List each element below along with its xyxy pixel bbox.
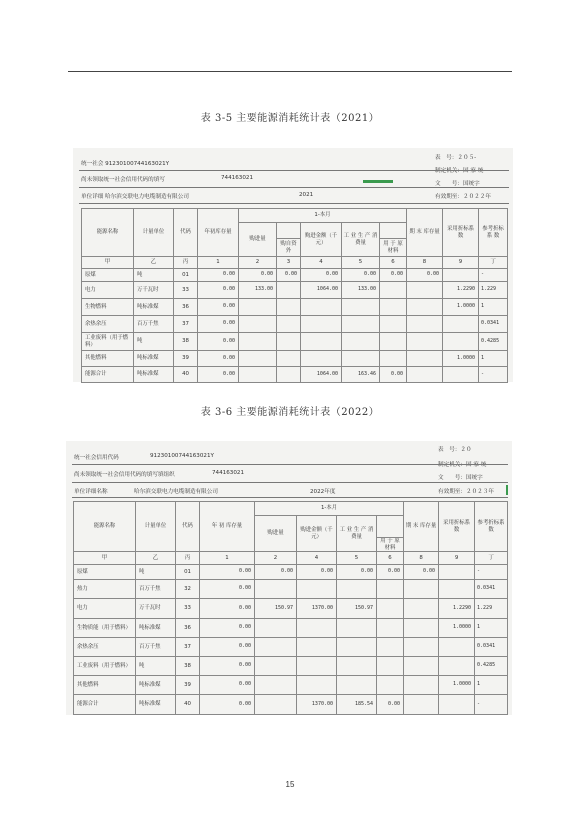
industrial-consumption: [342, 333, 380, 351]
table-row: [82, 316, 508, 333]
energy-name: 余热余压: [82, 316, 134, 333]
industrial-consumption: [337, 676, 377, 695]
table-row: [74, 599, 508, 619]
purchase: 0.00: [255, 565, 297, 580]
unit: 吨标准煤: [134, 351, 174, 367]
purchase-amount: [297, 580, 337, 599]
document-number: 文 号：国统字: [435, 181, 480, 187]
unit: 吨: [136, 657, 176, 676]
closing-stock: [404, 580, 439, 599]
closing-stock: [407, 351, 443, 367]
opening-stock: 0.00: [198, 269, 239, 282]
col-header-purchase: 购进量: [255, 516, 297, 552]
purchase-amount: [297, 619, 337, 638]
purchase-amount: 1064.00: [301, 282, 342, 299]
purchase: [239, 367, 277, 383]
col-header-spacer: [380, 223, 407, 239]
purchase-amount: 0.00: [301, 269, 342, 282]
raw-material: [380, 351, 407, 367]
energy-name: 电力: [74, 599, 136, 619]
issuing-authority: 制定机关：国 家 统: [435, 168, 484, 174]
code: 40: [176, 695, 200, 715]
col-num: 9: [443, 257, 479, 269]
self-purchase: [277, 282, 301, 299]
coefficient: 1.0000: [443, 351, 479, 367]
raw-material: [380, 333, 407, 351]
header-divider: [79, 170, 509, 171]
raw-material: [377, 638, 404, 657]
table-row: [74, 695, 508, 715]
raw-material: [377, 619, 404, 638]
col-header-spacer: [277, 223, 301, 239]
valid-until: 有效期至：２０２２年: [435, 194, 491, 200]
energy-table-2022: [73, 501, 508, 715]
purchase-amount: [301, 351, 342, 367]
unit-name: 哈尔滨交联电力电缆制造有限公司: [134, 489, 218, 495]
raw-material: [377, 580, 404, 599]
industrial-consumption: 150.97: [337, 599, 377, 619]
table-row: [82, 269, 508, 282]
col-num: 1: [200, 552, 255, 565]
unit: 吨标准煤: [136, 676, 176, 695]
closing-stock: 0.00: [407, 269, 443, 282]
coefficient: 1.0000: [439, 619, 475, 638]
coefficient: 1.2290: [439, 599, 475, 619]
reference-coefficient: 0.0341: [475, 580, 508, 599]
purchase-amount: 1370.00: [297, 695, 337, 715]
coefficient: 1.0000: [443, 299, 479, 316]
col-num: 丁: [479, 257, 508, 269]
raw-material: [377, 676, 404, 695]
energy-name: 原煤: [82, 269, 134, 282]
highlight-mark: [363, 180, 393, 183]
table-caption-2021: 表 3-5 主要能源消耗统计表（2021）: [200, 113, 380, 124]
industrial-consumption: [342, 351, 380, 367]
col-num: 甲: [82, 257, 134, 269]
unit: 吨标准煤: [136, 619, 176, 638]
purchase-amount: [301, 299, 342, 316]
col-num: 8: [407, 257, 443, 269]
purchase-amount: 1064.00: [301, 367, 342, 383]
closing-stock: 0.00: [404, 565, 439, 580]
closing-stock: [407, 316, 443, 333]
highlight-mark: [506, 485, 508, 495]
purchase: 0.00: [239, 269, 277, 282]
purchase: [255, 619, 297, 638]
reference-coefficient: -: [479, 269, 508, 282]
col-num: 5: [342, 257, 380, 269]
org-code-label: 尚未领取统一社会信用代码的填写填组织: [74, 472, 175, 478]
reference-coefficient: -: [475, 695, 508, 715]
col-header-energy-name: 能源名称: [82, 209, 134, 257]
purchase: [255, 695, 297, 715]
col-header-unit: 计量单位: [136, 502, 176, 552]
col-num: 3: [277, 257, 301, 269]
reference-coefficient: 1.229: [479, 282, 508, 299]
issuing-authority: 制定机关：国 家 统: [438, 462, 487, 468]
code: 01: [174, 269, 198, 282]
raw-material: [377, 599, 404, 619]
reference-coefficient: 0.4285: [479, 333, 508, 351]
closing-stock: [407, 367, 443, 383]
industrial-consumption: [342, 316, 380, 333]
energy-name: 余热余压: [74, 638, 136, 657]
code: 36: [176, 619, 200, 638]
closing-stock: [404, 599, 439, 619]
closing-stock: [404, 657, 439, 676]
industrial-consumption: 0.00: [337, 565, 377, 580]
unit: 万千瓦时: [134, 282, 174, 299]
column-number-row: [74, 552, 508, 565]
col-num: 乙: [134, 257, 174, 269]
col-header-period: 1-本月: [255, 502, 404, 516]
closing-stock: [404, 638, 439, 657]
col-header-reference-coefficient: 参考折标系 数: [475, 502, 508, 552]
opening-stock: 0.00: [200, 638, 255, 657]
closing-stock: [407, 333, 443, 351]
col-header-purchase: 购进量: [239, 223, 277, 257]
table-row: [82, 333, 508, 351]
unit-name: 哈尔滨交联电力电缆制造有限公司: [105, 194, 189, 200]
opening-stock: 0.00: [200, 565, 255, 580]
unit: 百万千焦: [136, 580, 176, 599]
code: 40: [174, 367, 198, 383]
col-num: 2: [255, 552, 297, 565]
self-purchase: 0.00: [277, 269, 301, 282]
reference-coefficient: -: [475, 565, 508, 580]
form-number: 表 号：２０: [438, 447, 472, 453]
col-header-closing-stock: 期 末 库存量: [404, 502, 439, 552]
col-header-industrial-consumption: 工 业 生 产 消费量: [342, 223, 380, 257]
table-row: [82, 299, 508, 316]
industrial-consumption: [337, 657, 377, 676]
industrial-consumption: [342, 299, 380, 316]
col-header-energy-name: 能源名称: [74, 502, 136, 552]
col-num: 甲: [74, 552, 136, 565]
raw-material: 0.00: [377, 695, 404, 715]
purchase: 150.97: [255, 599, 297, 619]
opening-stock: 0.00: [198, 299, 239, 316]
purchase-amount: [297, 638, 337, 657]
self-purchase: [277, 367, 301, 383]
opening-stock: 0.00: [200, 676, 255, 695]
industrial-consumption: [337, 619, 377, 638]
unit: 百万千焦: [136, 638, 176, 657]
self-purchase: [277, 316, 301, 333]
energy-name: 其他燃料: [74, 676, 136, 695]
raw-material: 0.00: [380, 269, 407, 282]
purchase: [255, 638, 297, 657]
energy-name: 其他燃料: [82, 351, 134, 367]
purchase-amount: 0.00: [297, 565, 337, 580]
unit: 吨标准煤: [134, 367, 174, 383]
valid-until: 有效期至：２０２３年: [438, 489, 494, 495]
opening-stock: 0.00: [198, 367, 239, 383]
industrial-consumption: [337, 638, 377, 657]
coefficient: 1.0000: [439, 676, 475, 695]
org-code: 744163021: [221, 175, 254, 181]
form-number: 表 号：２０５-: [435, 155, 477, 161]
table-row: [74, 580, 508, 599]
col-header-industrial-consumption: 工 业 生 产 消费量: [337, 516, 377, 552]
self-purchase: [277, 299, 301, 316]
col-num: 2: [239, 257, 277, 269]
energy-table-2021: [81, 208, 508, 383]
purchase-amount: [301, 333, 342, 351]
opening-stock: 0.00: [200, 695, 255, 715]
header-divider: [79, 187, 509, 188]
coefficient: 1.2290: [443, 282, 479, 299]
document-number: 文 号：国统字: [438, 475, 483, 481]
scanned-form-2022: [66, 441, 512, 715]
opening-stock: 0.00: [198, 316, 239, 333]
credit-code-label: 统一社会信用代码: [74, 455, 119, 461]
table-row: [74, 619, 508, 638]
table-row: [74, 657, 508, 676]
purchase-amount: 1370.00: [297, 599, 337, 619]
col-header-closing-stock: 期 末 库存量: [407, 209, 443, 257]
code: 37: [176, 638, 200, 657]
closing-stock: [404, 676, 439, 695]
unit: 万千瓦时: [136, 599, 176, 619]
col-header-period: 1-本月: [239, 209, 407, 223]
industrial-consumption: 133.00: [342, 282, 380, 299]
coefficient: [443, 269, 479, 282]
reference-coefficient: 0.0341: [475, 638, 508, 657]
code: 33: [176, 599, 200, 619]
col-header-purchase-amount: 购进金额（千元）: [301, 223, 342, 257]
col-num: 丁: [475, 552, 508, 565]
opening-stock: 0.00: [200, 580, 255, 599]
col-header-opening-stock: 年初库存量: [198, 209, 239, 257]
raw-material: 0.00: [380, 367, 407, 383]
raw-material: [377, 657, 404, 676]
industrial-consumption: 0.00: [342, 269, 380, 282]
opening-stock: 0.00: [200, 619, 255, 638]
energy-name: 工业废料（用于燃料）: [74, 657, 136, 676]
energy-name: 能源合计: [74, 695, 136, 715]
energy-name: 生物质能（用于燃料）: [74, 619, 136, 638]
table-row: [74, 638, 508, 657]
energy-name: 工业废料（用于燃料）: [82, 333, 134, 351]
coefficient: [439, 565, 475, 580]
code: 38: [176, 657, 200, 676]
self-purchase: [277, 351, 301, 367]
col-header-spacer: [377, 516, 404, 538]
col-num: 8: [404, 552, 439, 565]
purchase: 133.00: [239, 282, 277, 299]
table-caption-2022: 表 3-6 主要能源消耗统计表（2022）: [200, 407, 380, 418]
coefficient: [439, 580, 475, 599]
col-num: 4: [297, 552, 337, 565]
code: 37: [174, 316, 198, 333]
closing-stock: [407, 282, 443, 299]
org-code: 744163021: [212, 470, 245, 476]
purchase-amount: [297, 676, 337, 695]
code: 39: [174, 351, 198, 367]
col-header-purchase-amount: 购进金额（千元）: [297, 516, 337, 552]
header-divider: [72, 464, 508, 465]
col-header-code: 代码: [174, 209, 198, 257]
raw-material: [380, 282, 407, 299]
report-year: 2021: [299, 192, 314, 198]
col-num: 6: [377, 552, 404, 565]
table-row: [74, 676, 508, 695]
header-divider: [72, 497, 508, 498]
purchase: [255, 676, 297, 695]
col-num: 4: [301, 257, 342, 269]
coefficient: [443, 333, 479, 351]
col-header-coefficient: 采用折标系 数: [443, 209, 479, 257]
energy-name: 生物燃料: [82, 299, 134, 316]
header-divider: [79, 203, 509, 204]
energy-name: 原煤: [74, 565, 136, 580]
raw-material: [380, 316, 407, 333]
coefficient: [443, 367, 479, 383]
col-header-opening-stock: 年 初 库存量: [200, 502, 255, 552]
opening-stock: 0.00: [198, 351, 239, 367]
credit-code: 91230100744163021Y: [150, 453, 214, 459]
code: 01: [176, 565, 200, 580]
col-header-raw-material: 用 于 原材料: [377, 538, 404, 552]
industrial-consumption: [337, 580, 377, 599]
closing-stock: [407, 299, 443, 316]
page-number: 15: [285, 780, 295, 789]
credit-code: 统一社会 91230100744163021Y: [81, 161, 170, 167]
reference-coefficient: 1: [475, 676, 508, 695]
col-num: 1: [198, 257, 239, 269]
code: 33: [174, 282, 198, 299]
col-header-unit: 计量单位: [134, 209, 174, 257]
reference-coefficient: 1: [479, 351, 508, 367]
code: 39: [176, 676, 200, 695]
col-header-reference-coefficient: 参考折标系 数: [479, 209, 508, 257]
purchase: [255, 657, 297, 676]
closing-stock: [404, 695, 439, 715]
opening-stock: 0.00: [198, 333, 239, 351]
raw-material: 0.00: [377, 565, 404, 580]
opening-stock: 0.00: [200, 599, 255, 619]
energy-name: 电力: [82, 282, 134, 299]
table-row: [74, 565, 508, 580]
opening-stock: 0.00: [198, 282, 239, 299]
col-header-coefficient: 采用折标系 数: [439, 502, 475, 552]
closing-stock: [404, 619, 439, 638]
col-num: 6: [380, 257, 407, 269]
code: 38: [174, 333, 198, 351]
unit: 吨标准煤: [136, 695, 176, 715]
purchase: [239, 351, 277, 367]
unit: 吨标准煤: [134, 299, 174, 316]
coefficient: [439, 638, 475, 657]
table-row: [82, 367, 508, 383]
industrial-consumption: 163.46: [342, 367, 380, 383]
unit-label: 单位详细: [81, 194, 104, 200]
purchase: [239, 316, 277, 333]
purchase: [239, 333, 277, 351]
col-header-code: 代码: [176, 502, 200, 552]
unit: 吨: [134, 333, 174, 351]
header-rule: [68, 71, 512, 72]
unit: 吨: [136, 565, 176, 580]
reference-coefficient: 0.4285: [475, 657, 508, 676]
opening-stock: 0.00: [200, 657, 255, 676]
unit: 吨: [134, 269, 174, 282]
energy-name: 热力: [74, 580, 136, 599]
scanned-form-2021: [73, 148, 513, 382]
purchase: [239, 299, 277, 316]
raw-material: [380, 299, 407, 316]
col-num: 5: [337, 552, 377, 565]
col-header-self-purchase: 购自资外: [277, 239, 301, 257]
code: 36: [174, 299, 198, 316]
coefficient: [439, 695, 475, 715]
code: 32: [176, 580, 200, 599]
reference-coefficient: 0.0341: [479, 316, 508, 333]
col-num: 丙: [174, 257, 198, 269]
report-year: 2022年度: [310, 489, 336, 495]
col-num: 9: [439, 552, 475, 565]
col-header-raw-material: 用 于 原材料: [380, 239, 407, 257]
table-row: [82, 282, 508, 299]
reference-coefficient: -: [479, 367, 508, 383]
coefficient: [439, 657, 475, 676]
purchase-amount: [301, 316, 342, 333]
unit: 百万千焦: [134, 316, 174, 333]
coefficient: [443, 316, 479, 333]
org-code-label: 尚未领取统一社会信用代码的填写: [81, 177, 165, 183]
reference-coefficient: 1: [475, 619, 508, 638]
unit-label: 单位详细名称: [74, 489, 108, 495]
self-purchase: [277, 333, 301, 351]
col-num: 丙: [176, 552, 200, 565]
reference-coefficient: 1: [479, 299, 508, 316]
table-row: [82, 351, 508, 367]
reference-coefficient: 1.229: [475, 599, 508, 619]
column-number-row: [82, 257, 508, 269]
header-divider: [72, 482, 508, 483]
purchase-amount: [297, 657, 337, 676]
industrial-consumption: 185.54: [337, 695, 377, 715]
col-num: 乙: [136, 552, 176, 565]
purchase: [255, 580, 297, 599]
energy-name: 能源合计: [82, 367, 134, 383]
